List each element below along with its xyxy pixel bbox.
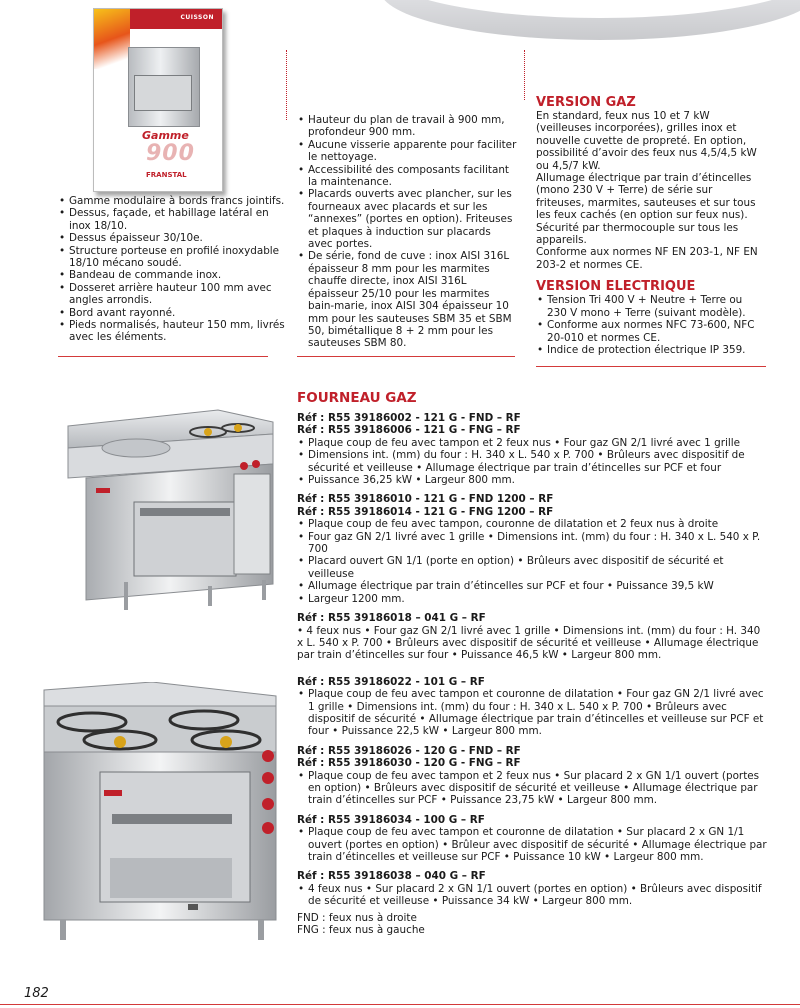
product-spec-list <box>297 518 767 605</box>
list-item: • Bandeau de commande inox. <box>58 269 286 281</box>
product-ref: Réf : R55 39186034 - 100 G – RF <box>297 813 485 826</box>
list-item: • Indice de protection électrique IP 359. <box>536 344 762 356</box>
list-item: • Dosseret arrière hauteur 100 mm avec angles arrondis. <box>58 282 286 307</box>
version-gaz-heading: VERSION GAZ <box>536 95 636 110</box>
version-gaz-text: Conforme aux normes NF EN 203-1, NF EN 203-2 et normes CE. <box>536 246 758 271</box>
list-item: • Plaque coup de feu avec tampon et 2 feux nus • Four gaz GN 2/1 livré avec 1 grille <box>297 437 767 449</box>
product-ref: Réf : R55 39186002 - 121 G - FND – RF <box>297 412 521 424</box>
product-entry <box>297 745 767 807</box>
list-item: • Dessus, façade, et habillage latéral en inox 18/10. <box>58 207 286 232</box>
version-gaz-text: En standard, feux nus 10 et 7 kW (veilleuses incorporées), grilles inox et nouvelle cuvette de propreté. En option, possibilité d’avoir des feux nus 4,5/4,5 kW ou 4,5/7 kW. <box>536 110 757 172</box>
version-electrique-list <box>536 294 762 356</box>
features-column-2 <box>297 114 517 350</box>
list-item: • Four gaz GN 2/1 livré avec 1 grille • Dimensions int. (mm) du four : H. 340 x L. 540 x P. 700 <box>297 531 767 556</box>
page-number: 182 <box>24 986 49 1001</box>
cover-gamme: Gamme <box>142 129 189 142</box>
product-spec-list <box>297 770 767 807</box>
product-spec-list <box>297 826 767 863</box>
product-entry <box>297 412 767 486</box>
column-rule <box>536 366 766 367</box>
list-item: • Structure porteuse en profilé inoxydable 18/10 mécano soudé. <box>58 245 286 270</box>
product-entry <box>297 814 767 864</box>
product-entry <box>297 493 767 605</box>
product-entry <box>297 870 767 907</box>
list-item: • Gamme modulaire à bords francs jointifs. <box>58 195 286 207</box>
list-item: • Aucune visserie apparente pour faciliter le nettoyage. <box>297 139 517 164</box>
features-column-1 <box>58 195 286 344</box>
cover-number: 900 <box>146 141 195 166</box>
product-ref: Réf : R55 39186022 - 101 G – RF <box>297 675 485 688</box>
list-item: • De série, fond de cuve : inox AISI 316L épaisseur 8 mm pour les marmites chauffe directe, inox AISI 316L épaisseur 25/10 pour les marmites bain-marie, inox AISI 304 épaisseur 10 mm pour les sauteuses SBM 35 et SBM 50, bimétallique 8 + 2 mm pour les sauteuses SBM 80. <box>297 250 517 349</box>
column-rule <box>58 356 268 357</box>
fourneau-gaz-photo-2 <box>40 682 280 944</box>
fourneau-gaz-heading: FOURNEAU GAZ <box>297 390 417 406</box>
cover-band-label: CUISSON <box>180 14 214 21</box>
list-item: • Puissance 36,25 kW • Largeur 800 mm. <box>297 474 767 486</box>
product-ref: Réf : R55 39186038 – 040 G – RF <box>297 870 486 883</box>
list-item: • Pieds normalisés, hauteur 150 mm, livrés avec les éléments. <box>58 319 286 344</box>
note-fnd: FND : feux nus à droite <box>297 912 417 924</box>
fourneau-gaz-photo-1 <box>58 404 280 614</box>
column-divider <box>524 50 525 100</box>
product-ref: Réf : R55 39186026 - 120 G - FND – RF <box>297 744 521 757</box>
column-divider <box>286 50 287 120</box>
list-item: • Dessus épaisseur 30/10e. <box>58 232 286 244</box>
features-list-1 <box>58 195 286 344</box>
list-item: • Largeur 1200 mm. <box>297 593 767 605</box>
note-fng: FNG : feux nus à gauche <box>297 924 425 937</box>
footer-rule <box>0 1004 800 1005</box>
versions-column <box>536 95 762 356</box>
product-ref: Réf : R55 39186014 - 121 G - FNG 1200 – RF <box>297 505 554 518</box>
list-item: • Dimensions int. (mm) du four : H. 340 x L. 540 x P. 700 • Brûleurs avec dispositif de sécurité et veilleuse • Allumage électrique par train d’étincelles sur PCF et four <box>297 449 767 474</box>
list-item: • Allumage électrique par train d’étincelles sur PCF et four • Puissance 39,5 kW <box>297 580 767 592</box>
list-item: • Plaque coup de feu avec tampon et 2 feux nus • Sur placard 2 x GN 1/1 ouvert (portes en option) • Brûleurs avec dispositif de sécurité et veilleuse • Allumage électrique par train d’étincelles sur PCF • Puissance 23,75 kW • Largeur 800 mm. <box>297 770 767 807</box>
list-item: • Plaque coup de feu avec tampon, couronne de dilatation et 2 feux nus à droite <box>297 518 767 530</box>
cover-oven-image <box>134 75 192 111</box>
flame-icon <box>94 9 130 69</box>
version-gaz-text: Allumage électrique par train d’étincelles (mono 230 V + Terre) de série sur friteuses, marmites, sauteuses et sur tous les feux cachés (en option sur feux nus). Sécurité par thermocouple sur tous les appareils. <box>536 172 756 247</box>
product-spec-list <box>297 688 767 738</box>
product-entry <box>297 612 767 662</box>
list-item: • Plaque coup de feu avec tampon et couronne de dilatation • Sur placard 2 x GN 1/1 ouvert (portes en option) • Brûleur avec dispositif de sécurité • Allumage électrique par train d’étincelles et veilleuse sur PCF • Puissance 10 kW • Largeur 800 mm. <box>297 826 767 863</box>
list-item: • Tension Tri 400 V + Neutre + Terre ou 230 V mono + Terre (suivant modèle). <box>536 294 762 319</box>
product-spec-text: • 4 feux nus • Four gaz GN 2/1 livré avec 1 grille • Dimensions int. (mm) du four : H. 340 x L. 540 x P. 700 • Brûleurs avec dispositif de sécurité et veilleuse • Allumage électrique par train d’étincelles sur four • Puissance 46,5 kW • Largeur 800 mm. <box>297 624 761 662</box>
features-list-2 <box>297 114 517 350</box>
product-spec-list <box>297 437 767 487</box>
product-spec-list <box>297 883 767 908</box>
cover-brand: FRANSTAL <box>146 171 187 179</box>
list-item: • 4 feux nus • Sur placard 2 x GN 1/1 ouvert (portes en option) • Brûleurs avec dispositif de sécurité et veilleuse • Puissance 34 kW • Largeur 800 mm. <box>297 883 767 908</box>
column-rule <box>297 356 515 357</box>
fourneau-gaz-section <box>297 390 767 915</box>
list-item: • Placards ouverts avec plancher, sur les fourneaux avec placards et sur les “annexes” (portes en option). Friteuses et plaques à induction sur placards avec portes. <box>297 188 517 250</box>
list-item: • Hauteur du plan de travail à 900 mm, profondeur 900 mm. <box>297 114 517 139</box>
product-entry <box>297 676 767 738</box>
list-item: • Accessibilité des composants facilitant la maintenance. <box>297 164 517 189</box>
brochure-cover <box>93 8 223 192</box>
product-ref: Réf : R55 39186010 - 121 G - FND 1200 – RF <box>297 493 554 506</box>
version-electrique-heading: VERSION ELECTRIQUE <box>536 279 696 295</box>
product-ref: Réf : R55 39186018 – 041 G – RF <box>297 612 486 625</box>
product-ref: Réf : R55 39186030 - 120 G - FNG – RF <box>297 757 521 770</box>
list-item: • Plaque coup de feu avec tampon et couronne de dilatation • Four gaz GN 2/1 livré avec 1 grille • Dimensions int. (mm) du four : H. 340 x L. 540 x P. 700 • Brûleurs avec dispositif de sécurité • Allumage électrique par train d’étincelles et veilleuse sur PCF et four • Puissance 22,5 kW • Largeur 800 mm. <box>297 688 767 738</box>
list-item: • Bord avant rayonné. <box>58 307 286 319</box>
product-ref: Réf : R55 39186006 - 121 G - FNG – RF <box>297 424 521 437</box>
list-item: • Conforme aux normes NFC 73-600, NFC 20-010 et normes CE. <box>536 319 762 344</box>
list-item: • Placard ouvert GN 1/1 (porte en option) • Brûleurs avec dispositif de sécurité et veilleuse <box>297 555 767 580</box>
abbreviation-notes <box>297 912 425 937</box>
